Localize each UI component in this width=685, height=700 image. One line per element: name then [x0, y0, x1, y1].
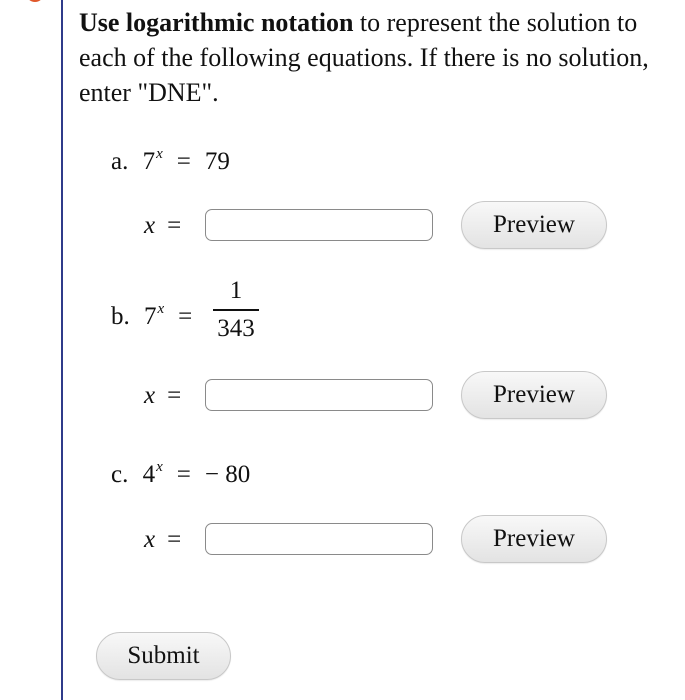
problem-c-rhs: − 80	[204, 461, 251, 488]
problem-b-denominator: 343	[217, 315, 255, 342]
answer-a-label	[144, 211, 181, 241]
problem-a-exponent: x	[156, 146, 163, 162]
fraction-bar	[213, 309, 259, 311]
problem-c-exponent: x	[156, 459, 163, 475]
left-divider	[61, 0, 63, 700]
problem-c-base: 4	[142, 461, 156, 488]
preview-c-button[interactable]: Preview	[461, 515, 607, 563]
preview-b-button[interactable]: Preview	[461, 371, 607, 419]
problem-c-equation	[111, 452, 250, 490]
answer-c-input[interactable]	[205, 523, 433, 555]
problem-a-rhs: 79	[204, 148, 230, 175]
answer-c-operator: =	[167, 526, 182, 553]
problem-a-letter: a.	[111, 148, 129, 175]
problem-b-operator: =	[178, 303, 193, 330]
instructions-bold: Use logarithmic notation	[79, 8, 354, 37]
instructions-text: to represent the solution to each of the following equations. If there is no solution, enter "DNE".	[79, 8, 649, 107]
status-circle-icon	[26, 0, 44, 2]
problem-a-operator: =	[176, 148, 191, 175]
problem-b-equation	[111, 294, 206, 332]
problem-a-equation	[111, 139, 230, 177]
answer-a-variable: x	[144, 212, 156, 239]
problem-b-letter: b.	[111, 303, 130, 330]
answer-b-input[interactable]	[205, 379, 433, 411]
problem-b-exponent: x	[157, 301, 165, 317]
answer-b-label	[144, 381, 181, 411]
problem-b-numerator: 1	[229, 277, 243, 304]
answer-a-input[interactable]	[205, 209, 433, 241]
answer-c-variable: x	[144, 526, 156, 553]
submit-button[interactable]: Submit	[96, 632, 231, 680]
problem-b-fraction	[213, 277, 259, 343]
problem-c-letter: c.	[111, 461, 129, 488]
answer-b-operator: =	[167, 382, 182, 409]
problem-c-operator: =	[176, 461, 191, 488]
answer-a-operator: =	[167, 212, 182, 239]
preview-a-button[interactable]: Preview	[461, 201, 607, 249]
problem-a-base: 7	[142, 148, 156, 175]
answer-c-label	[144, 525, 181, 555]
answer-b-variable: x	[144, 382, 156, 409]
instructions	[79, 5, 654, 110]
problem-b-base: 7	[144, 303, 157, 330]
